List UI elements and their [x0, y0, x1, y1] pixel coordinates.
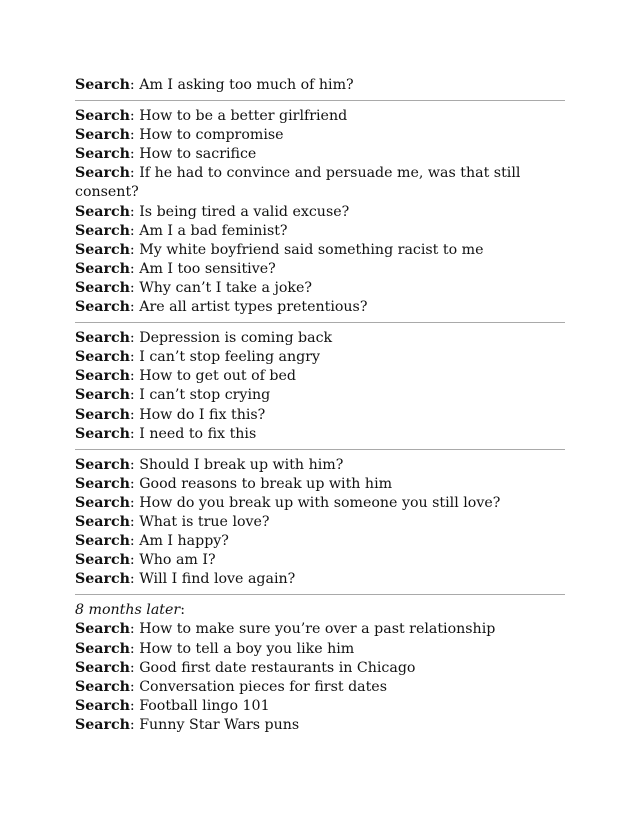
search-keyword: Search	[75, 260, 130, 277]
search-keyword: Search	[75, 697, 130, 714]
search-entry	[75, 329, 565, 348]
search-keyword: Search	[75, 406, 130, 423]
time-note-colon: :	[180, 602, 185, 619]
search-query: Should I break up with him?	[139, 456, 344, 473]
search-keyword: Search	[75, 241, 130, 258]
search-keyword: Search	[75, 279, 130, 296]
search-entry	[75, 475, 565, 494]
search-separator: :	[129, 146, 140, 163]
search-keyword: Search	[75, 571, 130, 588]
search-keyword: Search	[75, 299, 130, 316]
time-note	[75, 601, 565, 620]
search-query: Why can’t I take a joke?	[139, 279, 312, 296]
search-query: Good reasons to break up with him	[139, 475, 393, 492]
search-separator: :	[129, 425, 140, 442]
search-keyword: Search	[75, 640, 130, 657]
search-separator: :	[129, 621, 140, 638]
search-separator: :	[129, 127, 140, 144]
search-separator: :	[129, 165, 140, 182]
search-separator: :	[129, 552, 140, 569]
search-entry	[75, 570, 565, 589]
search-query: If he had to convince and persuade me, was that still consent?	[75, 165, 521, 201]
search-query: Who am I?	[139, 552, 216, 569]
search-separator: :	[129, 368, 140, 385]
search-entry	[75, 126, 565, 145]
search-keyword: Search	[75, 330, 130, 347]
search-separator: :	[129, 387, 140, 404]
search-query: How to get out of bed	[139, 368, 296, 385]
search-section	[75, 329, 565, 444]
search-query: Am I a bad feminist?	[139, 222, 288, 239]
search-separator: :	[129, 77, 140, 93]
search-keyword: Search	[75, 513, 130, 530]
search-query: I can’t stop feeling angry	[139, 349, 321, 366]
search-query: Conversation pieces for first dates	[139, 678, 387, 695]
search-section	[75, 76, 565, 95]
search-query: Depression is coming back	[139, 330, 333, 347]
search-entry	[75, 659, 565, 678]
search-keyword: Search	[75, 349, 130, 366]
search-separator: :	[129, 330, 140, 347]
search-entry	[75, 620, 565, 639]
search-query: Am I happy?	[139, 533, 229, 550]
search-query: I can’t stop crying	[139, 387, 271, 404]
search-query: How do you break up with someone you still love?	[139, 494, 501, 511]
search-entry	[75, 164, 565, 202]
search-keyword: Search	[75, 475, 130, 492]
search-separator: :	[129, 260, 140, 277]
search-keyword: Search	[75, 456, 130, 473]
search-separator: :	[129, 279, 140, 296]
search-entry	[75, 107, 565, 126]
search-query: How to sacrifice	[139, 146, 257, 163]
search-separator: :	[129, 241, 140, 258]
search-keyword: Search	[75, 678, 130, 695]
search-query: How to make sure you’re over a past relationship	[139, 621, 496, 638]
search-separator: :	[129, 203, 140, 220]
search-entry	[75, 348, 565, 367]
search-keyword: Search	[75, 368, 130, 385]
search-query: Good first date restaurants in Chicago	[139, 659, 416, 676]
search-section	[75, 601, 565, 735]
search-entry	[75, 76, 565, 95]
search-query: Funny Star Wars puns	[139, 716, 300, 733]
search-entry	[75, 425, 565, 444]
search-entry	[75, 640, 565, 659]
search-keyword: Search	[75, 146, 130, 163]
search-entry	[75, 145, 565, 164]
search-query: Will I find love again?	[139, 571, 296, 588]
search-query: How to be a better girlfriend	[139, 108, 348, 125]
search-keyword: Search	[75, 127, 130, 144]
search-keyword: Search	[75, 108, 130, 125]
time-note-text: 8 months later	[75, 602, 181, 619]
search-query: What is true love?	[139, 513, 270, 530]
search-section	[75, 107, 565, 317]
search-query: My white boyfriend said something racist to me	[139, 241, 484, 258]
search-entry	[75, 222, 565, 241]
search-entry	[75, 678, 565, 697]
section-divider	[75, 100, 565, 101]
search-query: How do I fix this?	[139, 406, 266, 423]
search-entry	[75, 456, 565, 475]
search-separator: :	[129, 299, 140, 316]
search-entry	[75, 494, 565, 513]
search-entry	[75, 386, 565, 405]
search-entry	[75, 260, 565, 279]
search-separator: :	[129, 494, 140, 511]
search-query: How to tell a boy you like him	[139, 640, 355, 657]
search-separator: :	[129, 678, 140, 695]
search-entry	[75, 241, 565, 260]
search-entry	[75, 697, 565, 716]
search-separator: :	[129, 697, 140, 714]
search-keyword: Search	[75, 203, 130, 220]
search-entry	[75, 367, 565, 386]
search-query: How to compromise	[139, 127, 284, 144]
search-query: Am I too sensitive?	[139, 260, 276, 277]
section-divider	[75, 322, 565, 323]
search-history-document	[75, 76, 565, 735]
search-history-content	[75, 76, 565, 735]
search-entry	[75, 513, 565, 532]
search-entry	[75, 279, 565, 298]
search-query: I need to fix this	[139, 425, 257, 442]
search-separator: :	[129, 533, 140, 550]
search-keyword: Search	[75, 222, 130, 239]
search-query: Are all artist types pretentious?	[139, 299, 368, 316]
search-keyword: Search	[75, 659, 130, 676]
search-query: Football lingo 101	[139, 697, 270, 714]
search-entry	[75, 298, 565, 317]
search-separator: :	[129, 716, 140, 733]
search-separator: :	[129, 406, 140, 423]
search-separator: :	[129, 659, 140, 676]
search-entry	[75, 551, 565, 570]
section-divider	[75, 594, 565, 595]
search-keyword: Search	[75, 387, 130, 404]
search-entry	[75, 203, 565, 222]
search-keyword: Search	[75, 165, 130, 182]
search-keyword: Search	[75, 621, 130, 638]
search-separator: :	[129, 475, 140, 492]
search-separator: :	[129, 640, 140, 657]
search-separator: :	[129, 513, 140, 530]
search-separator: :	[129, 349, 140, 366]
search-entry	[75, 716, 565, 735]
search-keyword: Search	[75, 494, 130, 511]
search-keyword: Search	[75, 77, 130, 93]
search-separator: :	[129, 108, 140, 125]
search-entry	[75, 406, 565, 425]
search-section	[75, 456, 565, 590]
search-keyword: Search	[75, 716, 130, 733]
section-divider	[75, 449, 565, 450]
search-entry	[75, 532, 565, 551]
search-query: Am I asking too much of him?	[139, 77, 354, 93]
search-query: Is being tired a valid excuse?	[139, 203, 350, 220]
search-keyword: Search	[75, 533, 130, 550]
search-keyword: Search	[75, 425, 130, 442]
search-separator: :	[129, 571, 140, 588]
search-separator: :	[129, 456, 140, 473]
search-separator: :	[129, 222, 140, 239]
search-keyword: Search	[75, 552, 130, 569]
